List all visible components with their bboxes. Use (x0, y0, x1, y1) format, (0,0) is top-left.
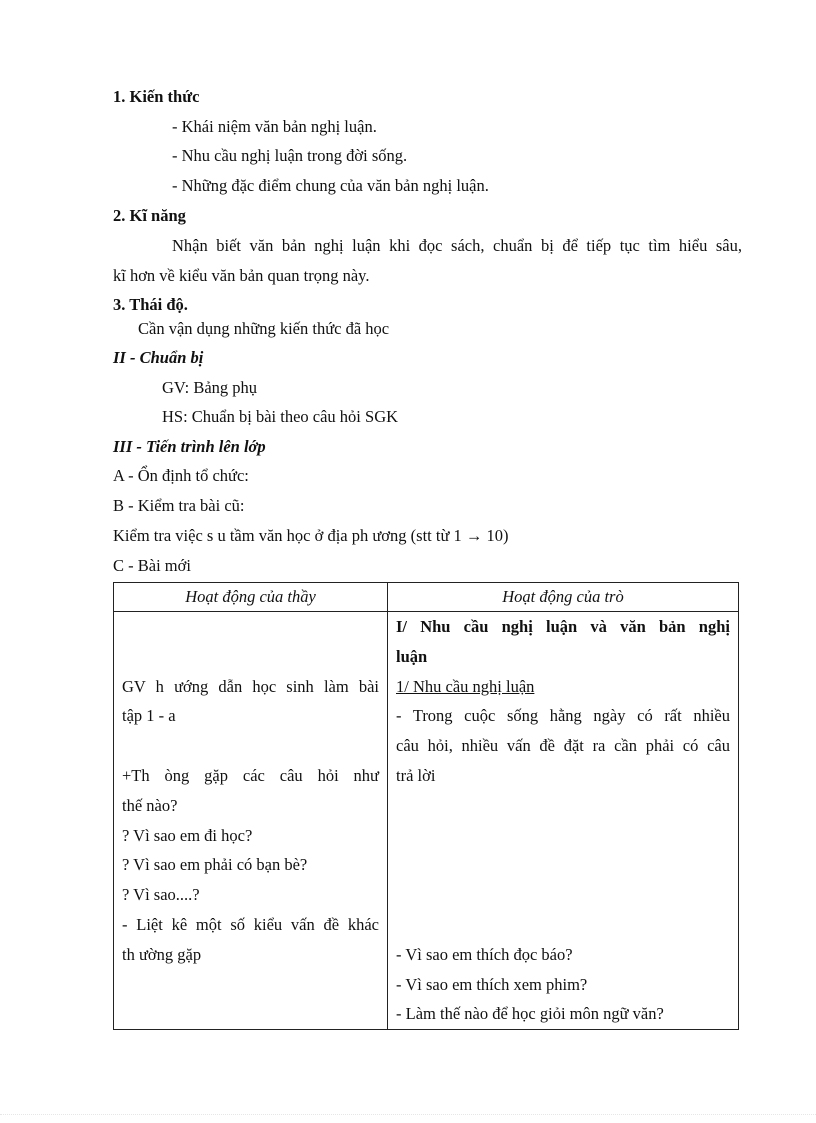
procedure-step-c: C - Bài mới (113, 556, 191, 575)
knowledge-item-2: - Nhu cầu nghị luận trong đời sống. (172, 146, 408, 165)
teacher-activity-cell (114, 612, 388, 1030)
student-line: trả lời (396, 765, 436, 785)
skills-text-line-2: kĩ hơn về kiểu văn bản quan trọng này. (113, 266, 370, 285)
procedure-step-b: B - Kiểm tra bài cũ: (113, 496, 245, 515)
student-heading: luận (396, 646, 428, 666)
column-header-teacher: Hoạt động của thầy (114, 583, 388, 612)
procedure-check-text: Kiểm tra việc s u tầm văn học ở địa ph ương (stt từ 1 → 10) (113, 526, 509, 545)
student-subheading: 1/ Nhu cầu nghị luận (396, 676, 535, 696)
teacher-question: ? Vì sao....? (122, 885, 200, 905)
section-heading-knowledge: 1. Kiến thức (113, 87, 200, 106)
attitude-text: Cần vận dụng những kiến thức đã học (138, 319, 390, 338)
skills-text-line-1: Nhận biết văn bản nghị luận khi đọc sách, chuẩn bị để tiếp tục tìm hiểu sâu, (172, 236, 742, 255)
page-footer-divider (0, 1114, 816, 1115)
knowledge-item-3: - Những đặc điểm chung của văn bản nghị luận. (172, 176, 489, 195)
section-heading-procedure: III - Tiến trình lên lớp (113, 437, 266, 456)
student-heading: I/ Nhu cầu nghị luận và văn bản nghị (396, 617, 730, 636)
preparation-student: HS: Chuẩn bị bài theo câu hỏi SGK (162, 407, 399, 426)
student-activity-cell (388, 612, 739, 1030)
procedure-step-a: A - Ổn định tổ chức: (113, 466, 249, 485)
teacher-line: th ường gặp (122, 944, 202, 964)
teacher-line: tập 1 - a (122, 706, 176, 726)
lesson-activity-table (113, 582, 739, 1030)
student-line: câu hỏi, nhiều vấn đề đặt ra cần phải có câu (396, 736, 730, 756)
section-heading-attitude: 3. Thái độ. (113, 295, 188, 314)
student-line: - Trong cuộc sống hằng ngày có rất nhiều (396, 706, 730, 726)
teacher-question: ? Vì sao em đi học? (122, 825, 253, 845)
column-header-student: Hoạt động của trò (388, 583, 739, 612)
teacher-line: - Liệt kê một số kiểu vấn đề khác (122, 914, 379, 934)
knowledge-item-1: - Khái niệm văn bản nghị luận. (172, 117, 377, 136)
teacher-line: GV h ướng dẫn học sinh làm bài (122, 676, 379, 696)
section-heading-skills: 2. Kĩ năng (113, 206, 186, 225)
student-example: - Làm thế nào để học giỏi môn ngữ văn? (396, 1004, 664, 1024)
section-heading-preparation: II - Chuẩn bị (113, 348, 204, 367)
student-example: - Vì sao em thích đọc báo? (396, 944, 573, 964)
teacher-question: ? Vì sao em phải có bạn bè? (122, 855, 308, 875)
teacher-line: thế nào? (122, 795, 178, 815)
teacher-line: +Th òng gặp các câu hỏi như (122, 765, 379, 785)
student-example: - Vì sao em thích xem phim? (396, 974, 588, 994)
preparation-teacher: GV: Bảng phụ (162, 378, 258, 397)
